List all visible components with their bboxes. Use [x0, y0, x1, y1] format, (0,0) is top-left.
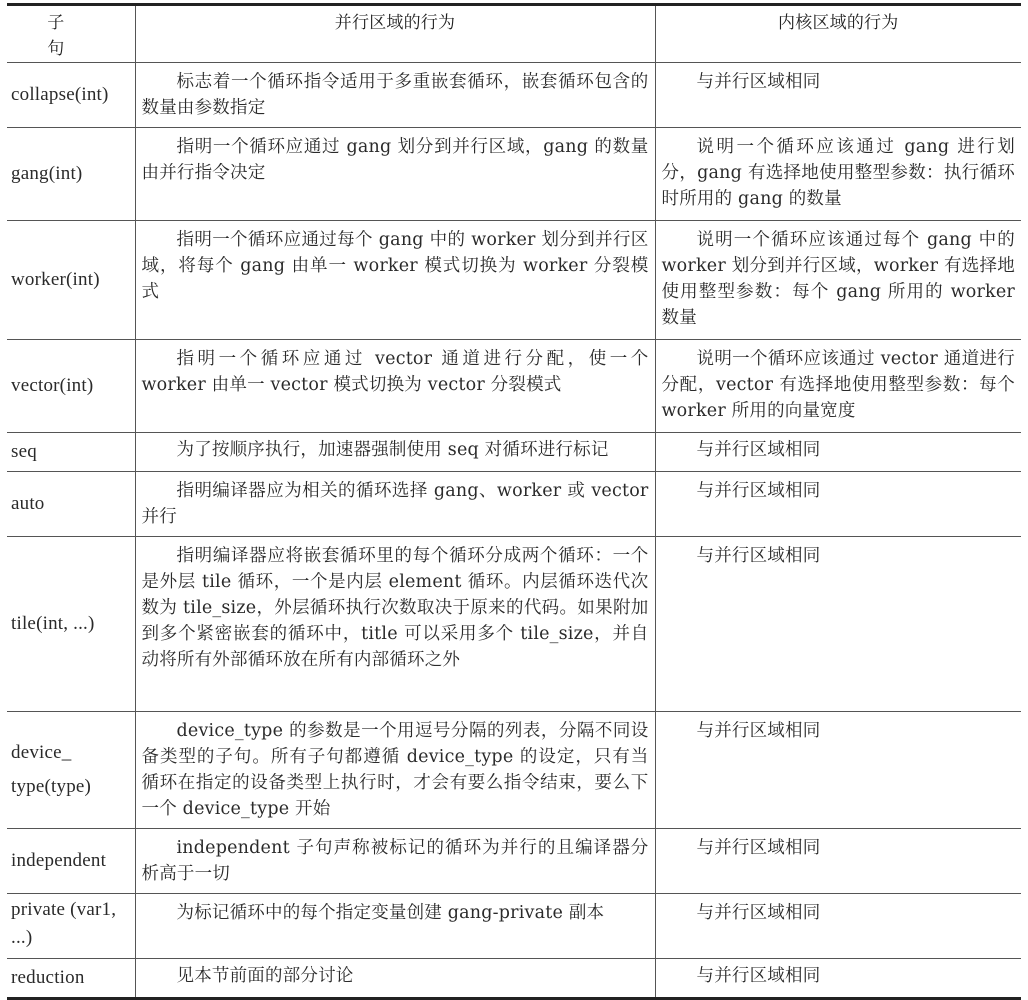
table-row [7, 712, 1021, 829]
kernels-behavior-text: 与并行区域相同 [696, 966, 821, 986]
table-row [7, 63, 1021, 128]
kernels-behavior [655, 221, 1021, 340]
kernels-behavior-text: 与并行区域相同 [696, 721, 821, 741]
parallel-behavior [135, 63, 655, 128]
parallel-behavior-text: device_type 的参数是一个用逗号分隔的列表，分隔不同设备类型的子句。所有子句都遵循 device_type 的设定，只有当循环在指定的设备类型上执行时，才会有要么指令结束，要么下一个 device_type 开始 [141, 721, 649, 819]
table-row [7, 433, 1021, 472]
clause-behavior-table [7, 3, 1021, 1000]
table-header-row [7, 5, 1021, 63]
parallel-behavior-text: 指明编译器应为相关的循环选择 gang、worker 或 vector 并行 [141, 481, 649, 527]
kernels-behavior-text: 与并行区域相同 [696, 838, 821, 858]
kernels-behavior-text: 说明一个循环应该通过 vector 通道进行分配，vector 有选择地使用整型参数：每个 worker 所用的向量宽度 [661, 349, 1015, 421]
table-row [7, 221, 1021, 340]
clause-name: worker(int) [7, 221, 135, 340]
kernels-behavior [655, 128, 1021, 221]
parallel-behavior-text: 标志着一个循环指令适用于多重嵌套循环，嵌套循环包含的数量由参数指定 [141, 72, 649, 118]
parallel-behavior-text: 指明编译器应将嵌套循环里的每个循环分成两个循环：一个是外层 tile 循环，一个是内层 element 循环。内层循环迭代次数为 tile_size，外层循环执行次数取决于原来的代码。如果附加到多个紧密嵌套的循环中，title 可以采用多个 tile_size，并自动将所有外部循环放在所有内部循环之外 [141, 546, 649, 670]
table-row [7, 472, 1021, 537]
parallel-behavior-text: 指明一个循环应通过每个 gang 中的 worker 划分到并行区域，将每个 gang 由单一 worker 模式切换为 worker 分裂模式 [141, 230, 649, 302]
kernels-behavior-text: 说明一个循环应该通过 gang 进行划分，gang 有选择地使用整型参数：执行循环时所用的 gang 的数量 [661, 137, 1015, 209]
header-clause [7, 5, 236, 63]
parallel-behavior [135, 472, 655, 537]
parallel-behavior-text: independent 子句声称被标记的循环为并行的且编译器分析高于一切 [141, 838, 649, 884]
clause-name: private (var1, ...) [7, 894, 135, 959]
parallel-behavior [135, 894, 655, 959]
clause-name: gang(int) [7, 128, 135, 221]
parallel-behavior [135, 959, 655, 999]
parallel-behavior-text: 见本节前面的部分讨论 [176, 966, 354, 986]
kernels-behavior-text: 与并行区域相同 [696, 546, 821, 566]
kernels-behavior [655, 894, 1021, 959]
header-kernels-behavior: 内核区域的行为 [655, 5, 1021, 63]
table-row [7, 959, 1021, 999]
parallel-behavior [135, 340, 655, 433]
table-row [7, 829, 1021, 894]
clause-name: tile(int, ...) [7, 537, 135, 712]
clause-name: auto [7, 472, 135, 537]
header-parallel-behavior: 并行区域的行为 [135, 5, 655, 63]
parallel-behavior-text: 为了按顺序执行，加速器强制使用 seq 对循环进行标记 [176, 440, 609, 460]
kernels-behavior-text: 与并行区域相同 [696, 72, 821, 92]
kernels-behavior [655, 340, 1021, 433]
kernels-behavior [655, 63, 1021, 128]
clause-name: collapse(int) [7, 63, 135, 128]
header-clause-label: 子 句 [47, 13, 236, 59]
parallel-behavior [135, 537, 655, 712]
parallel-behavior [135, 128, 655, 221]
parallel-behavior-text: 为标记循环中的每个指定变量创建 gang-private 副本 [176, 903, 605, 923]
kernels-behavior-text: 与并行区域相同 [696, 903, 821, 923]
table-row [7, 340, 1021, 433]
kernels-behavior [655, 829, 1021, 894]
parallel-behavior [135, 712, 655, 829]
table-row [7, 894, 1021, 959]
kernels-behavior [655, 433, 1021, 472]
parallel-behavior [135, 433, 655, 472]
kernels-behavior [655, 712, 1021, 829]
parallel-behavior-text: 指明一个循环应通过 vector 通道进行分配，使一个 worker 由单一 vector 模式切换为 vector 分裂模式 [141, 349, 649, 395]
table-row [7, 128, 1021, 221]
parallel-behavior [135, 221, 655, 340]
kernels-behavior [655, 472, 1021, 537]
clause-name: device_ type(type) [7, 712, 135, 829]
clause-name: independent [7, 829, 135, 894]
kernels-behavior-text: 说明一个循环应该通过每个 gang 中的 worker 划分到并行区域，worker 有选择地使用整型参数：每个 gang 所用的 worker 数量 [661, 230, 1015, 328]
kernels-behavior [655, 537, 1021, 712]
parallel-behavior [135, 829, 655, 894]
kernels-behavior-text: 与并行区域相同 [696, 481, 821, 501]
clause-name: seq [7, 433, 135, 472]
clause-name: reduction [7, 959, 135, 999]
kernels-behavior [655, 959, 1021, 999]
table-row [7, 537, 1021, 712]
kernels-behavior-text: 与并行区域相同 [696, 440, 821, 460]
clause-behavior-table-container [7, 3, 1021, 1000]
parallel-behavior-text: 指明一个循环应通过 gang 划分到并行区域，gang 的数量由并行指令决定 [141, 137, 649, 183]
clause-name: vector(int) [7, 340, 135, 433]
